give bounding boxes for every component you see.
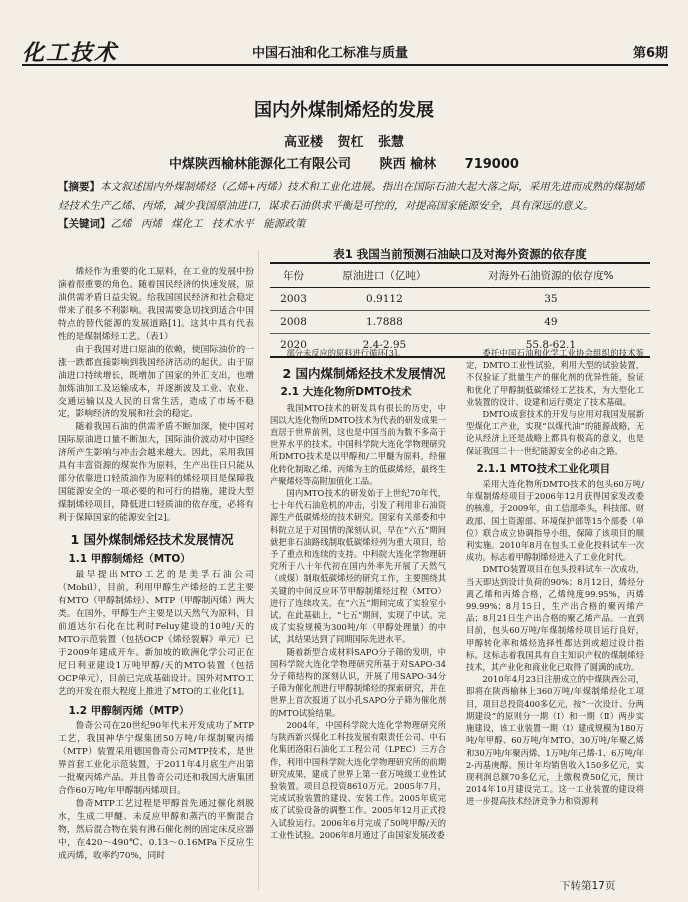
column-header: 原油进口（亿吨） bbox=[317, 263, 452, 288]
oil-dependency-table bbox=[270, 262, 650, 358]
keywords-text: 乙烯 丙烯 煤化工 技术水平 能源政策 bbox=[110, 218, 306, 230]
paragraph: 国内MTO技术的研发始于上世纪70年代，七十年代石油危机的冲击，引发了利用非石油资源生产低碳烯烃的技术研究。国家有关部委和中科院立足于对国情的深刻认识，早在“六五”期间就把非石油路线制取低碳烯烃列为重大项目，给予了重点和连续的支持。中科院大连化学物理研究所于八十年代初在国内外率先开展了天然气（或煤）制取低碳烯烃的研究工作，主要围绕其关键的中间反应环节甲醇制烯烃过程（MTO）进行了连续攻关。在“六五”期间完成了实验室小试。在此基础上，“七五”期间，实现了中试。完成了实验规模为300吨/年（甲醇处理量）的中试，其结果达到了同期国际先进水平。 bbox=[270, 488, 446, 645]
table-caption: 表1 我国当前预测石油缺口及对海外资源的依存度 bbox=[333, 247, 587, 261]
affiliation-place: 陕西 榆林 bbox=[379, 157, 437, 172]
paragraph: 由于我国对进口原油的依赖，使国际油价的一涨一跌都直接影响到我国经济活动的起伏。由于原油进口持续增长，既增加了国家的外汇支出，也增加炼油加工及运输成本，并逐渐波及工业、农业、交通运输以及人民的日常生活，造成了市场不稳定，影响经济的发展和社会的稳定。 bbox=[58, 344, 254, 420]
abstract bbox=[58, 178, 646, 216]
article-authors: 高亚楼 贺杠 张慧 bbox=[283, 135, 405, 150]
table-cell: 35 bbox=[452, 288, 650, 311]
subsection-heading: 1.1 甲醇制烯烃（MTO） bbox=[68, 553, 191, 566]
journal-header bbox=[22, 36, 668, 66]
column-middle bbox=[270, 347, 446, 841]
paragraph: 烯烃作为重要的化工原料，在工业的发展中扮演着很重要的角色。随着国民经济的快速发展，原油供需矛盾日益尖锐。给我国国民经济和社会稳定带来了很多不利影响。我国需要急切找到适合中国特点的替代能源的发展道路[1]。这其中具有代表性的是煤制烯烃工艺。（表1） bbox=[58, 267, 254, 342]
paragraph: 2010年4月23日注册成立的中煤陕西公司，即将在陕西榆林上360万吨/年煤制烯烃化工项目，项目总投资400多亿元，按“一次设计、分两期建设”的原则分一期（Ⅰ）和一期（Ⅱ）两步实施建设，该工业装置一期（Ⅰ）建成规模为180万吨/年甲醇、60万吨/年MTO、30万吨/年聚乙烯和30万吨/年聚丙烯、1万吨/年己烯-1、6万吨/年2-丙基庚醇。预计年均销售收入150多亿元，实现利润总额70多亿元，上缴税费50亿元，预计2014年10月建设完工。这一工业装置的建设将进一步提高技术经济竞争力和资源利 bbox=[466, 674, 644, 807]
article-affiliation bbox=[0, 153, 688, 172]
paragraph: 鲁奇MTP工艺过程是甲醇首先通过催化剂脱水，生成二甲醚、未反应甲醇和蒸汽的平衡混合物，然后混合物在装有沸石催化剂的固定床反应器中，在420～490℃、0.13～0.16MPa下反应生成丙烯，收率约70%，同时 bbox=[58, 799, 254, 861]
journal-name: 中国石油和化工标准与质量 bbox=[252, 46, 409, 61]
paragraph: 鲁奇公司在20世纪90年代末开发成功了MTP工艺，我国神华宁煤集团50万吨/年煤制聚丙烯（MTP）装置采用德国鲁奇公司MTP技术，是世界首套工业化示范装置，于2011年4月底生产出第一批聚丙烯产品。并且鲁奇公司还和我国大唐集团合作60万吨/年甲醇制丙烯项目。 bbox=[58, 721, 254, 797]
table-cell: 49 bbox=[452, 311, 650, 334]
column-right bbox=[466, 347, 644, 808]
affiliation-org: 中煤陕西榆林能源化工有限公司 bbox=[169, 157, 352, 172]
paragraph: 随着新型合成材料SAPO分子筛的发明，中国科学院大连化学物理研究所基于对SAPO-34分子筛结构的深刻认识，开展了用SAPO-34分子筛为催化剂进行甲醇制烯烃的探索研究，并在世界上首次报道了以小孔SAPO分子筛为催化剂的MTO试验结果。 bbox=[270, 646, 446, 718]
column-header: 年份 bbox=[270, 263, 317, 288]
table-cell: 1.7888 bbox=[317, 311, 452, 334]
journal-logo: 化工技术 bbox=[22, 41, 119, 66]
affiliation-postcode: 719000 bbox=[464, 157, 519, 172]
section-heading: 2 国内煤制烯烃技术发展情况 bbox=[282, 366, 446, 382]
table-row bbox=[270, 311, 650, 334]
table-cell: 2003 bbox=[270, 288, 317, 311]
table-cell: 2.4-2.95 bbox=[317, 334, 452, 358]
table-row bbox=[270, 288, 650, 311]
article-title: 国内外煤制烯烃的发展 bbox=[254, 100, 434, 121]
page-crease bbox=[258, 250, 259, 890]
paragraph: 2004年，中国科学院大连化学物理研究所与陕西新兴煤化工科技发展有限责任公司、中石化集团洛阳石油化工工程公司（LPEC）三方合作，利用中国科学院大连化学物理研究所的前期研究成果，建成了世界上第一套万吨级工业性试验装置。项目总投资8610万元。2005年7月，完成试验装置的建设、安装工作。2005年底完成了试验设备的调整工作。2005年12月正式投入试验运行。2006年6月完成了50吨甲醇/天的工业性试验。2006年8月通过了由国家发展改委 bbox=[270, 719, 446, 840]
paragraph: 采用大连化物所DMTO技术的包头60万吨/年煤制烯烃项目于2006年12月获得国家发改委的核准，于2009年，由工信部牵头，科技部、财政部、国土资源部、环境保护部等15个部委（单位）联合成立协调指导小组，保障了该项目的顺利实施。2010年8月在包头工业化投料试车一次成功。标志着甲醇制烯烃进入了工业化时代。 bbox=[466, 479, 644, 563]
table-cell: 2020 bbox=[270, 334, 317, 358]
table-cell: 55.8-62.1 bbox=[452, 334, 650, 358]
paragraph: 最早提出MTO工艺的是美孚石油公司（Mobil），目前，利用甲醇生产烯烃的工艺主要有MTO（甲醇制烯烃）、MTP（甲醇制丙烯）两大类。在国外，甲醇生产主要是以天然气为原料，目前道达尔石化在比利时Feluy建设的10吨/天的MTO示范装置（包括OCP《烯烃裂解》单元）已于2009年建成开车。新加坡的欧洲化学公司正在尼日利亚建设1万吨甲醇/天的MTO装置（包括OCP单元），目前已完成基础设计。国外对MTO工艺的开发在很大程度上推进了MTO的工业化[1]。 bbox=[58, 569, 254, 697]
issue-number: 第6期 bbox=[632, 46, 668, 61]
paragraph: 我国MTO技术的研发具有很长的历史，中国以大连化物所DMTO技术为代表的研发成果一直居于世界前列，这也是中国当前为数不多高于世界水平的技术。中国科学院大连化学物理研究所DMTO技术是以甲醇和/二甲醚为原料，经催化转化制取乙烯、丙烯为主的低碳烯烃，最终生产聚烯烃等高附加值化工品。 bbox=[270, 402, 446, 486]
continued-note: 下转第17页 bbox=[560, 880, 616, 892]
abstract-label: 【摘要】 bbox=[58, 181, 100, 193]
table-cell: 0.9112 bbox=[317, 288, 452, 311]
subsection-heading: 2.1 大连化物所DMTO技术 bbox=[280, 386, 412, 399]
keywords bbox=[58, 216, 646, 231]
subsection-heading: 1.2 甲醇制丙烯（MTP） bbox=[68, 704, 190, 717]
table-header-row bbox=[270, 263, 650, 288]
abstract-text: 本文叙述国内外煤制烯烃（乙烯+丙烯）技术和工业化进展。指出在国际石油大起大落之际，采用先进而成熟的煤制烯烃技术生产乙烯、丙烯，减少我国原油进口，谋求石油供求平衡是可控的，对提高国家能源安全，具有深远的意义。 bbox=[58, 181, 645, 212]
keywords-label: 【关键词】 bbox=[58, 218, 111, 230]
table-cell: 2008 bbox=[270, 311, 317, 334]
subsection-heading: 2.1.1 MTO技术工业化项目 bbox=[476, 462, 611, 475]
column-header: 对海外石油资源的依存度% bbox=[452, 263, 650, 288]
paragraph: 随着我国石油的供需矛盾不断加深，使中国对国际原油进口量不断加大，国际油价波动对中国经济所产生影响与冲击会越来越大。因此，采用我国具有丰富资源的煤炭作为原料，生产出往日只能从部分依靠进口轻质油作为原料的烯烃项目是保障我国能源安全的一项必要的和可行的措施，建设大型煤制烯烃项目，降低进口轻质油的依存度，必将有利于保障国家的能源安全[2]。 bbox=[58, 422, 254, 524]
paragraph: 部分未反应的原料进行循环[3]。 bbox=[286, 348, 406, 358]
paragraph: DMTO成套技术的开发与应用对我国发展新型煤化工产业，实现“以煤代油”的能源战略，无论从经济上还是战略上都具有极高的意义，也是保证我国二十一世纪能源安全的必由之路。 bbox=[466, 409, 644, 456]
paragraph: 委托中国石油和化学工业协会组织的技术鉴定，DMTO工业性试验，利用大型的试验装置，不仅验证了批量生产的催化剂的优异性能，验证和优化了甲醇制低碳烯烃工艺技术，为大型化工业装置的设计、设建和运行奠定了技术基础。 bbox=[466, 348, 644, 407]
section-heading: 1 国外煤制烯烃技术发展情况 bbox=[70, 532, 234, 548]
paragraph: DMTO装置项目在包头投料试车一次成功，当天即达到设计负荷的90%；8月12日，烯烃分离乙烯和丙烯合格，乙烯纯度99.95%，丙烯99.99%；8月15日，生产出合格的聚丙烯产品；8月21日生产出合格的聚乙烯产品。一直到目前，包头60万吨/年煤制烯烃项目运行良好，甲醇转化率和烯烃选择性都达到或超过设计指标。这标志着我国具有自主知识产权的煤制烯烃技术，其产业化和商业化已取得了圆满的成功。 bbox=[466, 564, 644, 673]
column-left bbox=[58, 266, 254, 863]
